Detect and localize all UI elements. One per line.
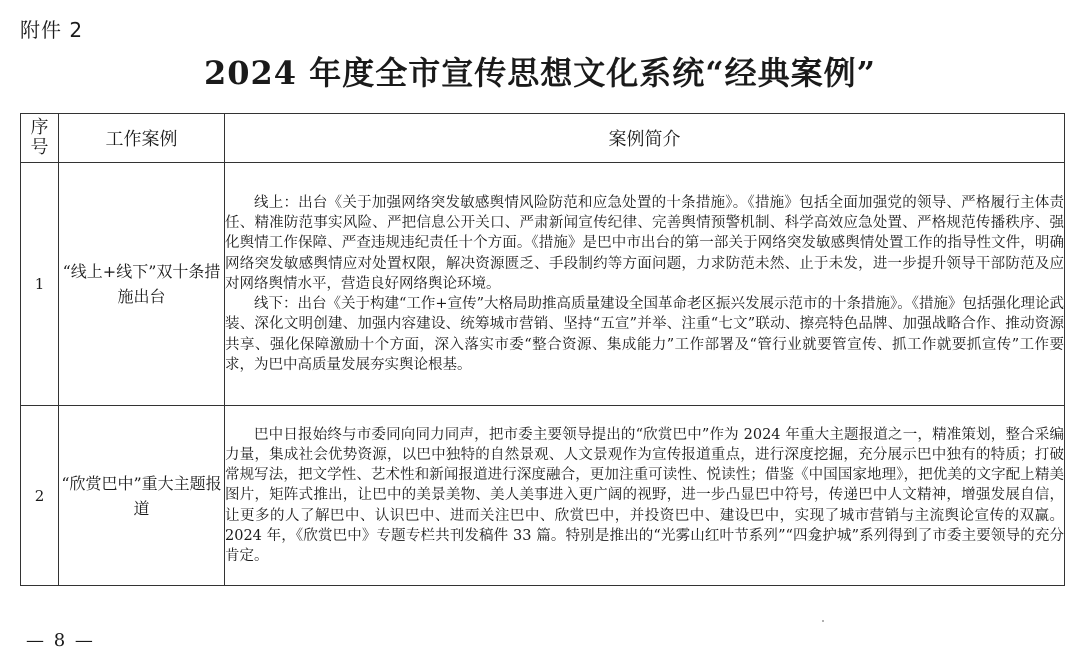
row-seq: 2	[21, 406, 59, 586]
row-intro	[225, 406, 1065, 586]
intro-paragraph: 线下：出台《关于构建“工作+宣传”大格局助推高质量建设全国革命老区振兴发展示范市的十条措施》。《措施》包括强化理论武装、深化文明创建、加强内容建设、统筹城市营销、坚持“五宣”并举、注重“七文”联动、擦亮特色品牌、加强战略合作、推动资源共享、强化保障激励十个方面，深入落实市委“整合资源、集成能力”工作部署及“管行业就要管宣传、抓工作就要抓宣传”工作要求，为巴中高质量发展夯实舆论根基。	[225, 296, 1064, 373]
row-case: “线上+线下”双十条措施出台	[59, 163, 225, 406]
attachment-label: 附件 2	[20, 18, 84, 42]
case-table	[20, 113, 1065, 586]
intro-paragraph: 线上：出台《关于加强网络突发敏感舆情风险防范和应急处置的十条措施》。《措施》包括全面加强党的领导、严格履行主体责任、精准防范事实风险、严把信息公开关口、严肃新闻宣传纪律、完善舆情预警机制、科学高效应急处置、严格规范传播秩序、强化舆情工作保障、严查违规违纪责任十个方面。《措施》是巴中市出台的第一部关于网络突发敏感舆情处置工作的指导性文件，明确网络突发敏感舆情应对处置权限，解决资源匮乏、手段制约等方面问题，力求防范未然、止于未发，进一步提升领导干部防范及应对网络舆情水平，营造良好网络舆论环境。	[225, 195, 1064, 292]
header-case: 工作案例	[59, 114, 225, 163]
header-seq-label: 序 号	[30, 117, 49, 158]
document-title: 2024 年度全市宣传思想文化系统“经典案例”	[203, 54, 877, 92]
table-row	[21, 406, 1065, 586]
header-seq	[21, 114, 59, 163]
header-intro: 案例简介	[225, 114, 1065, 163]
row-case: “欣赏巴中”重大主题报道	[59, 406, 225, 586]
row-intro	[225, 163, 1065, 406]
intro-paragraph: 巴中日报始终与市委同向同力同声，把市委主要领导提出的“欣赏巴中”作为 2024 年重大主题报道之一，精准策划，整合采编力量，集成社会优势资源，以巴中独特的自然景观、人文景观作为宣传报道重点，进行深度挖掘，充分展示巴中独有的特质；打破常规写法，把文学性、艺术性和新闻报道进行深度融合，更加注重可读性、悦读性；借鉴《中国国家地理》，把优美的文字配上精美图片，矩阵式推出，让巴中的美景美物、美人美事进入更广阔的视野，进一步凸显巴中符号，传递巴中人文精神，增强发展自信，让更多的人了解巴中、认识巴中、进而关注巴中、欣赏巴中，并投资巴中、建设巴中，实现了城市营销与主流舆论宣传的双赢。2024 年，《欣赏巴中》专题专栏共刊发稿件 33 篇。特别是推出的“光雾山红叶节系列”“四龛护城”系列得到了市委主要领导的充分肯定。	[225, 426, 1064, 564]
row-seq: 1	[21, 163, 59, 406]
page-number: — 8 —	[26, 630, 95, 651]
scan-speck	[822, 620, 824, 622]
table-header-row	[21, 114, 1065, 163]
table-row	[21, 163, 1065, 406]
